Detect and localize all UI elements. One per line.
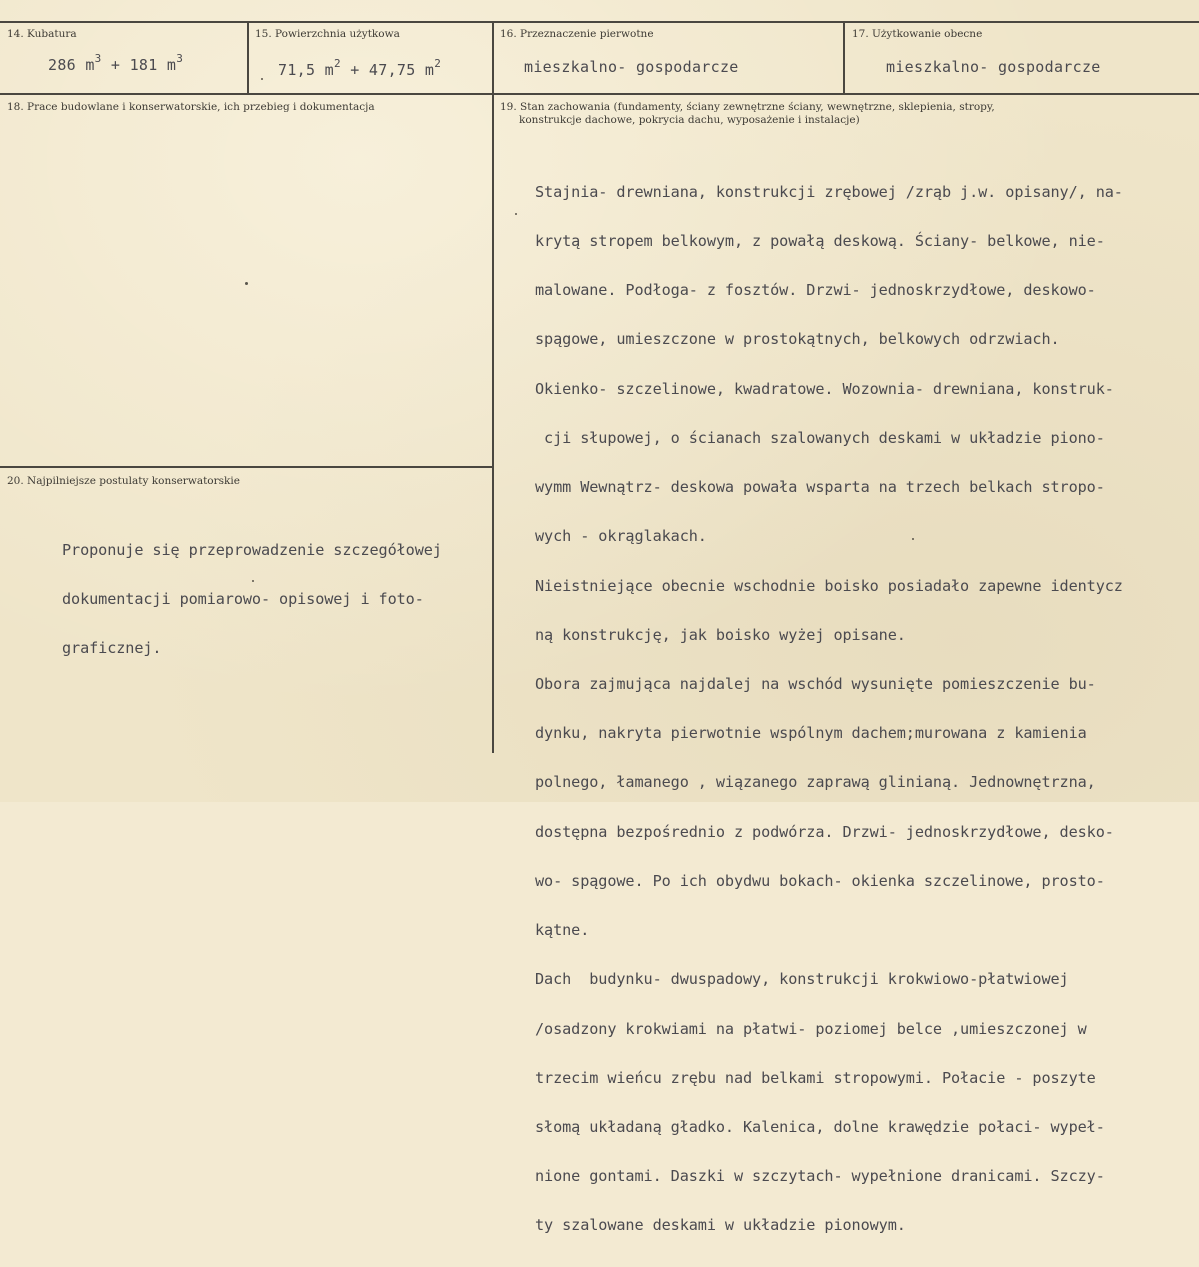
- kubatura-exp-a: 3: [94, 52, 102, 65]
- stan-line: dostępna bezpośrednio z podwórza. Drzwi- jednoskrzydłowe, desko-: [535, 822, 1114, 841]
- postulaty-line: graficznej.: [62, 639, 162, 658]
- stan-line: Nieistniejące obecnie wschodnie boisko posiadało zapewne identycz: [535, 576, 1123, 595]
- stan-line: wymm Wewnątrz- deskowa powała wsparta na trzech belkach stropo-: [535, 478, 1105, 497]
- kubatura-exp-b: 3: [176, 52, 184, 65]
- powierzchnia-value-a: 71,5 m: [278, 61, 334, 79]
- stan-line: ty szalowane deskami w układzie pionowym.: [535, 1216, 906, 1235]
- stan-line: kątne.: [535, 921, 590, 940]
- stan-line: Dach budynku- dwuspadowy, konstrukcji krokwiowo-płatwiowej: [535, 970, 1069, 989]
- powierzchnia-value: [278, 57, 442, 79]
- paper-speck: [245, 282, 248, 285]
- kubatura-value: [48, 52, 184, 74]
- postulaty-text: [62, 509, 442, 689]
- paper-speck: [252, 580, 254, 582]
- stan-line: cji słupowej, o ścianach szalowanych deskami w układzie piono-: [535, 428, 1105, 447]
- powierzchnia-exp-b: 2: [434, 57, 442, 70]
- stan-text: [535, 151, 1123, 1267]
- paper-speck: [261, 78, 263, 80]
- prace-label: 18. Prace budowlane i konserwatorskie, ich przebieg i dokumentacja: [7, 101, 375, 113]
- stan-label-line1: 19. Stan zachowania (fundamenty, ściany zewnętrzne ściany, wewnętrzne, sklepienia, stropy,: [500, 101, 995, 113]
- postulaty-line: Proponuje się przeprowadzenie szczegółowej: [62, 540, 442, 559]
- stan-line: Okienko- szczelinowe, kwadratowe. Wozownia- drewniana, konstruk-: [535, 379, 1114, 398]
- rule-section20-top: [0, 466, 492, 468]
- stan-line: spągowe, umieszczone w prostokątnych, belkowych odrzwiach.: [535, 330, 1060, 349]
- stan-line: krytą stropem belkowym, z powałą deskową. Ściany- belkowe, nie-: [535, 232, 1105, 251]
- stan-line: dynku, nakryta pierwotnie wspólnym dachem;murowana z kamienia: [535, 724, 1087, 743]
- stan-line: Stajnia- drewniana, konstrukcji zrębowej /zrąb j.w. opisany/, na-: [535, 182, 1123, 201]
- kubatura-value-a: 286 m: [48, 56, 95, 74]
- przeznaczenie-value: mieszkalno- gospodarcze: [524, 58, 739, 76]
- rule-col1: [247, 21, 249, 94]
- stan-line: /osadzony krokwiami na płatwi- poziomej belce ,umieszczonej w: [535, 1019, 1087, 1038]
- powierzchnia-value-b: + 47,75 m: [340, 61, 435, 79]
- postulaty-line: dokumentacji pomiarowo- opisowej i foto-: [62, 590, 424, 609]
- paper-speck: [515, 213, 517, 215]
- powierzchnia-label: 15. Powierzchnia użytkowa: [255, 28, 400, 40]
- stan-line: polnego, łamanego , wiązanego zaprawą glinianą. Jednownętrzna,: [535, 773, 1096, 792]
- rule-col3: [843, 21, 845, 94]
- stan-line: ną konstrukcję, jak boisko wyżej opisane.: [535, 625, 906, 644]
- paper-speck: [912, 538, 914, 540]
- stan-label-line2: konstrukcje dachowe, pokrycia dachu, wyposażenie i instalacje): [519, 114, 860, 126]
- stan-line: wo- spągowe. Po ich obydwu bokach- okienka szczelinowe, prosto-: [535, 871, 1105, 890]
- uzytkowanie-label: 17. Użytkowanie obecne: [852, 28, 983, 40]
- kubatura-label: 14. Kubatura: [7, 28, 77, 40]
- rule-col2: [492, 21, 494, 753]
- przeznaczenie-label: 16. Przeznaczenie pierwotne: [500, 28, 654, 40]
- stan-line: trzecim wieńcu zrębu nad belkami stropowymi. Połacie - poszyte: [535, 1068, 1096, 1087]
- uzytkowanie-value: mieszkalno- gospodarcze: [886, 58, 1101, 76]
- rule-row1-bottom: [0, 93, 1199, 95]
- postulaty-label: 20. Najpilniejsze postulaty konserwatorskie: [7, 475, 240, 487]
- stan-line: malowane. Podłoga- z fosztów. Drzwi- jednoskrzydłowe, deskowo-: [535, 281, 1096, 300]
- rule-top: [0, 21, 1199, 23]
- kubatura-value-b: + 181 m: [101, 56, 177, 74]
- stan-line: Obora zajmująca najdalej na wschód wysunięte pomieszczenie bu-: [535, 675, 1096, 693]
- stan-line: wych - okrąglakach.: [535, 527, 707, 546]
- stan-line: słomą układaną gładko. Kalenica, dolne krawędzie połaci- wypeł-: [535, 1117, 1105, 1136]
- powierzchnia-exp-a: 2: [334, 57, 341, 70]
- stan-line: nione gontami. Daszki w szczytach- wypełnione dranicami. Szczy-: [535, 1167, 1105, 1186]
